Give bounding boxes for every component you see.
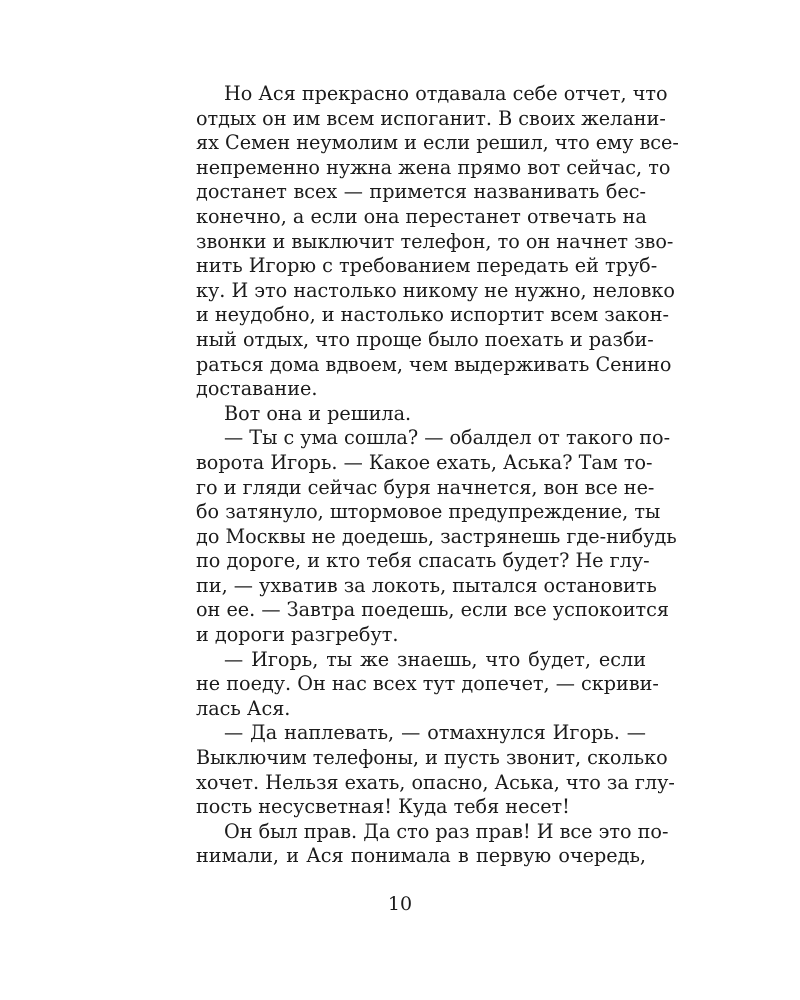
- text-line: Выключим телефоны, и пусть звонит, сколько: [196, 746, 668, 770]
- text-line: пость несусветная! Куда тебя несет!: [196, 795, 570, 819]
- text-line: — Да наплевать, — отмахнулся Игорь. —: [224, 721, 646, 745]
- text-line: бо затянуло, штормовое предупреждение, ты: [196, 500, 661, 524]
- text-line: и дороги разгребут.: [196, 623, 399, 647]
- text-line: доставание.: [196, 377, 318, 401]
- text-line: хочет. Нельзя ехать, опасно, Аська, что за глу-: [196, 770, 675, 794]
- text-line: конечно, а если она перестанет отвечать на: [196, 204, 647, 228]
- text-line: ях Семен неумолим и если решил, что ему все-: [196, 131, 679, 155]
- text-line: отдых он им всем испоганит. В своих желани-: [196, 106, 666, 130]
- body-text: [196, 82, 679, 869]
- text-line: Вот она и решила.: [224, 401, 412, 425]
- text-line: и неудобно, и настолько испортит всем закон-: [196, 303, 670, 327]
- text-line: — Ты с ума сошла? — обалдел от такого по-: [224, 426, 671, 450]
- text-line: он ее. — Завтра поедешь, если все успокоится: [196, 598, 669, 622]
- text-line: Но Ася прекрасно отдавала себе отчет, что: [224, 82, 668, 105]
- text-line: пи, — ухватив за локоть, пытался остановить: [196, 573, 657, 597]
- text-line: нить Игорю с требованием передать ей труб-: [196, 254, 658, 278]
- text-line: раться дома вдвоем, чем выдерживать Сенино: [196, 352, 672, 376]
- text-line: нимали, и Ася понимала в первую очередь,: [196, 844, 646, 868]
- text-line: ворота Игорь. — Какое ехать, Аська? Там то-: [196, 450, 653, 474]
- page-number: 10: [387, 893, 413, 915]
- text-line: Он был прав. Да сто раз прав! И все это по-: [224, 819, 669, 843]
- text-line: до Москвы не доедешь, застрянешь где-нибудь: [196, 524, 677, 548]
- text-line: непременно нужна жена прямо вот сейчас, то: [196, 155, 671, 179]
- text-line: ку. И это настолько никому не нужно, неловко: [196, 278, 675, 302]
- text-line: по дороге, и кто тебя спасать будет? Не глу-: [196, 549, 650, 573]
- text-line: лась Ася.: [196, 696, 291, 720]
- text-line: го и гляди сейчас буря начнется, вон все не-: [196, 475, 655, 499]
- text-line: достанет всех — примется названивать бес-: [196, 180, 646, 204]
- text-line: ный отдых, что проще было поехать и разби-: [196, 327, 654, 351]
- text-line: — Игорь, ты же знаешь, что будет, если: [224, 647, 646, 671]
- text-line: звонки и выключит телефон, то он начнет зво-: [196, 229, 674, 253]
- text-line: не поеду. Он нас всех тут допечет, — скриви-: [196, 672, 659, 696]
